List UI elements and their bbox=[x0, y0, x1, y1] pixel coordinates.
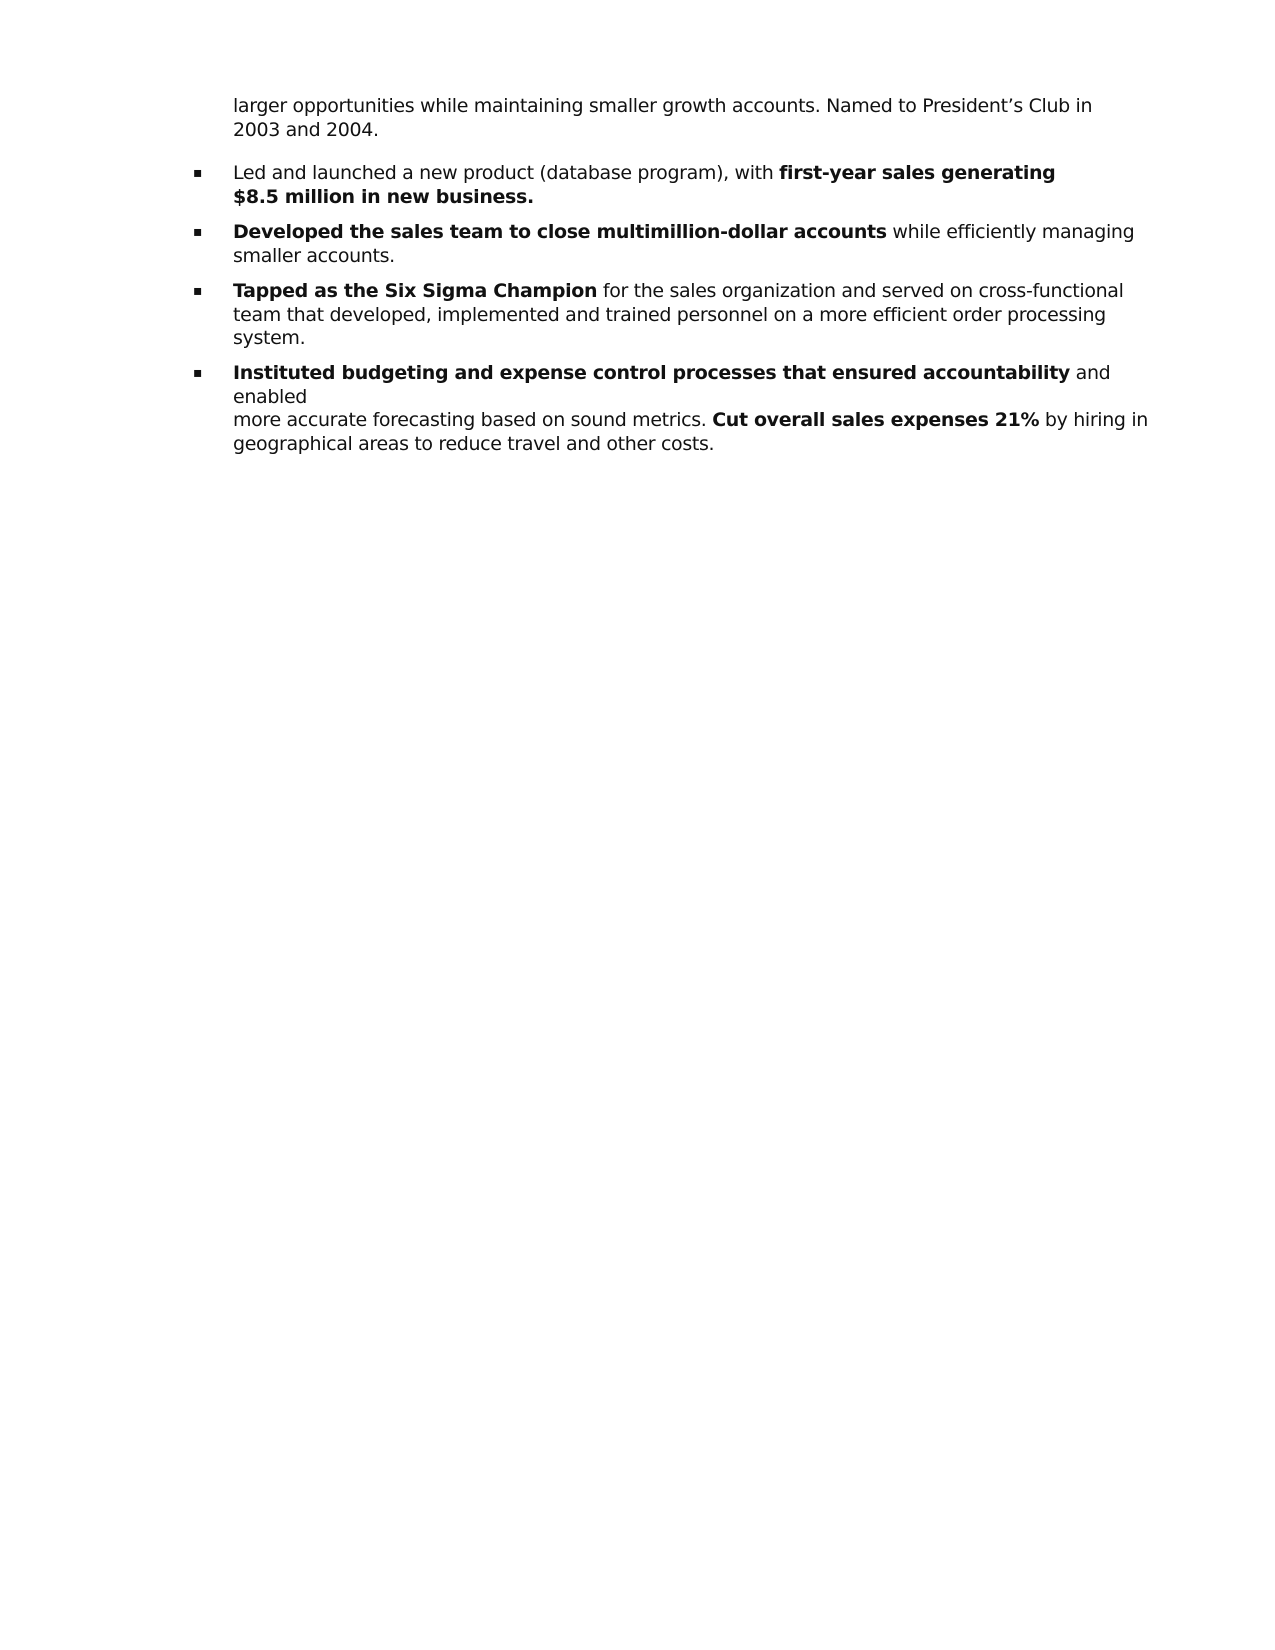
bullet-item-sales-team bbox=[233, 221, 1135, 268]
bullet-item-budgeting bbox=[233, 362, 1148, 456]
bullet-3-text: for the sales organization and served on cross-functional bbox=[597, 280, 1124, 302]
bullet-4-text-b: by hiring in bbox=[1039, 409, 1148, 431]
bullet-1-line-1 bbox=[233, 162, 1113, 186]
bullet-marker: ▪ bbox=[193, 224, 203, 240]
bullet-3-highlight: Tapped as the Six Sigma Champion bbox=[233, 280, 598, 302]
intro-line-1: larger opportunities while maintaining smaller growth accounts. Named to President’s Club in bbox=[233, 95, 1093, 117]
bullet-3-line-3: system. bbox=[233, 327, 306, 349]
bullet-item-six-sigma bbox=[233, 280, 1124, 351]
bullet-1-text: Led and launched a new product (database program), with bbox=[233, 162, 780, 184]
bullet-2-line-1 bbox=[233, 221, 1135, 245]
bullet-marker: ▪ bbox=[193, 365, 203, 381]
bullet-4-text-a: more accurate forecasting based on sound metrics. bbox=[233, 409, 713, 431]
bullet-1-highlight: first-year sales generating bbox=[779, 162, 1056, 184]
bullet-item-product-launch bbox=[233, 162, 1113, 209]
intro-paragraph bbox=[233, 95, 1113, 142]
bullet-2-highlight: Developed the sales team to close multimillion-dollar accounts bbox=[233, 221, 887, 243]
bullet-4-line-2: enabled bbox=[233, 385, 308, 408]
bullet-3-line-1 bbox=[233, 280, 1124, 304]
bullet-3-line-2: team that developed, implemented and trained personnel on a more efficient order processing bbox=[233, 303, 1106, 326]
bullet-4-highlight-expenses: Cut overall sales expenses 21% bbox=[712, 409, 1040, 431]
bullet-4-line-3 bbox=[233, 409, 1148, 433]
bullet-marker: ▪ bbox=[193, 283, 203, 299]
bullet-2-text: while efficiently managing bbox=[886, 221, 1135, 243]
bullet-4-text: and bbox=[1069, 362, 1111, 384]
bullet-marker: ▪ bbox=[193, 165, 203, 181]
bullet-4-line-4: geographical areas to reduce travel and other costs. bbox=[233, 432, 715, 455]
intro-line-2: 2003 and 2004. bbox=[233, 118, 379, 141]
bullet-2-line-2: smaller accounts. bbox=[233, 244, 395, 267]
bullet-4-line-1 bbox=[233, 362, 1113, 386]
bullet-4-highlight: Instituted budgeting and expense control processes that ensured accountability bbox=[233, 362, 1070, 384]
bullet-1-line-2: $8.5 million in new business. bbox=[233, 185, 534, 208]
